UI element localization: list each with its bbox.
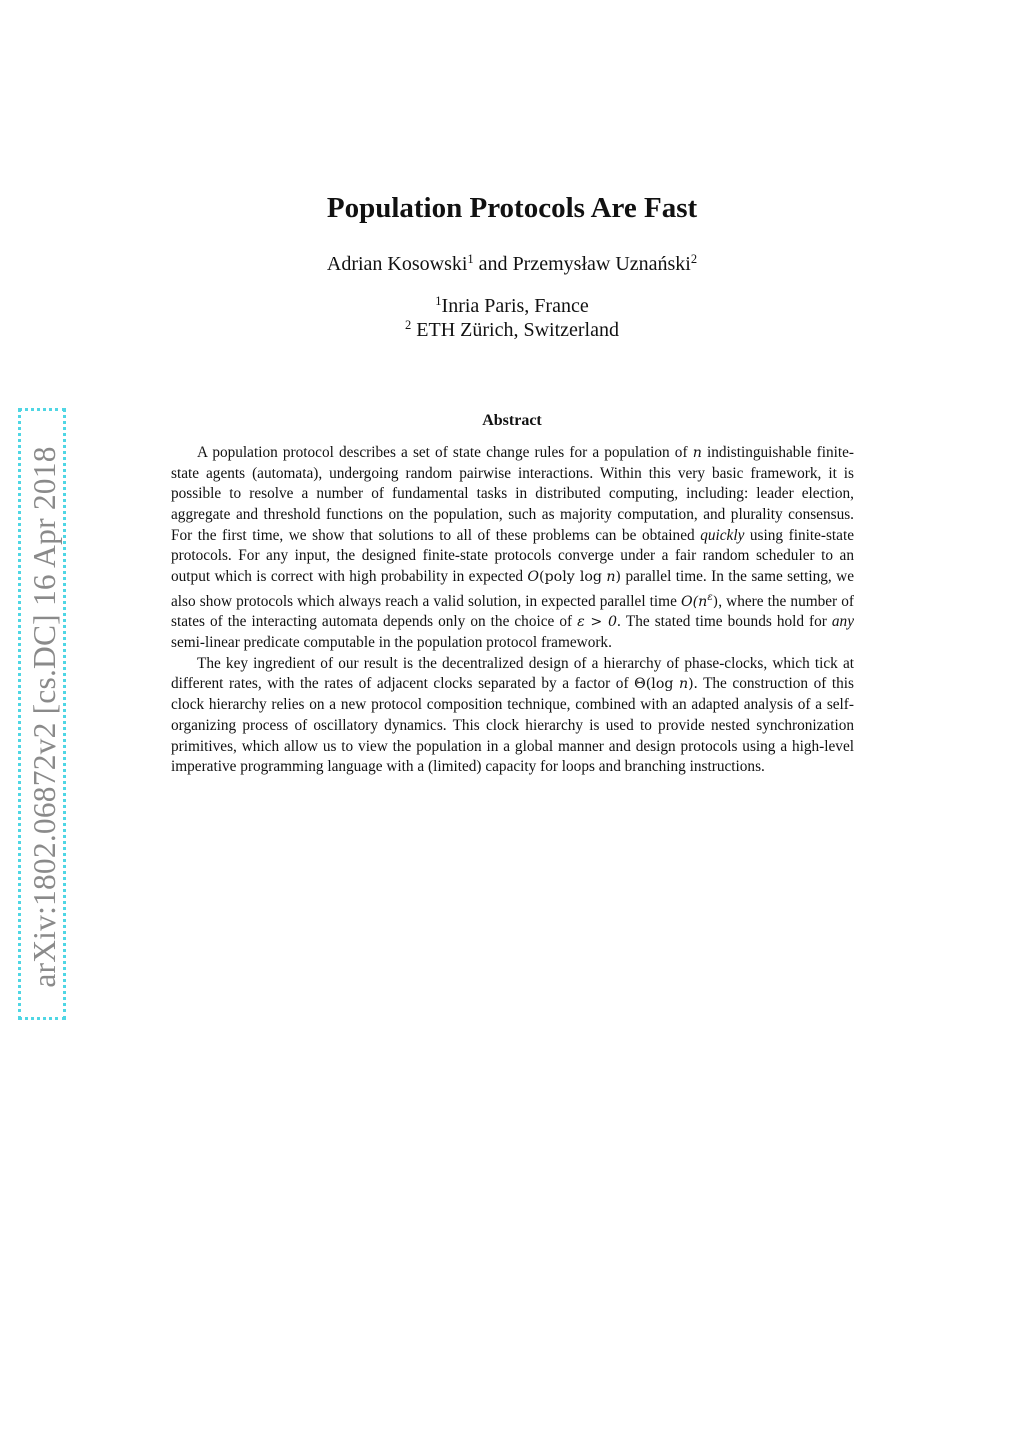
- emphasis-text: quickly: [700, 526, 745, 544]
- author-name: Przemysław Uznański: [512, 253, 691, 275]
- author-line: [0, 251, 1024, 279]
- math-paren: ): [615, 569, 622, 586]
- affiliation: [0, 294, 1024, 320]
- math-variable: n: [679, 676, 689, 693]
- math-variable: n: [606, 569, 616, 586]
- abstract-text: parallel time. In the same setting, we also show protocols which always reach a valid solution, in expected parallel time: [171, 568, 854, 610]
- affiliation-mark: 1: [435, 294, 442, 308]
- math-paren: ): [712, 593, 719, 610]
- arxiv-stamp: [18, 408, 66, 1020]
- paper-title: Population Protocols Are Fast: [326, 192, 698, 224]
- abstract-text: , where the number of states of the interacting automata depends only on the choice of: [171, 592, 854, 631]
- math-big-o: O: [527, 569, 540, 586]
- abstract-text: A population protocol describes a set of state change rules for a population of: [197, 444, 688, 461]
- abstract-text: The key ingredient of our result is the decentralized design of a hierarchy of phase-clocks, which tick at different rates, with the rates of adjacent clocks separated by a factor of: [171, 654, 854, 693]
- abstract-text: indistinguishable finite-state agents (automata), undergoing random pairwise interactions. Within this very basic framework, it is possible to resolve a number of fundamental tasks in distributed computing, including: leader election, aggregate and threshold functions on the population, such as majority computation, and plurality consensus. For the first time, we show that solutions to all of these problems can be obtained: [171, 444, 854, 544]
- math-epsilon-exponent: ε: [707, 591, 713, 603]
- arxiv-identifier: arXiv:1802.06872v2 [cs.DC] 16 Apr 2018: [27, 446, 62, 988]
- author-affiliation-mark: 2: [690, 252, 698, 266]
- author-affiliation-mark: 1: [467, 252, 474, 266]
- abstract-paragraph-1: [171, 443, 854, 654]
- math-n-power: (n: [692, 593, 708, 610]
- math-theta: Θ(log: [634, 676, 674, 693]
- emphasis-text: any: [831, 613, 854, 631]
- math-polylog: (poly log: [539, 569, 602, 586]
- math-big-o: O: [680, 593, 693, 610]
- abstract-body: [171, 443, 854, 778]
- math-paren: ): [688, 676, 694, 693]
- affiliation-text: ETH Zürich, Switzerland: [416, 319, 619, 341]
- abstract-paragraph-2: [171, 654, 854, 778]
- affiliation: [0, 318, 1024, 344]
- abstract-heading: Abstract: [482, 412, 542, 429]
- author-name: Adrian Kosowski: [326, 253, 468, 275]
- math-variable: n: [692, 445, 702, 461]
- math-epsilon-condition: ε > 0: [577, 614, 618, 631]
- abstract-text: . The stated time bounds hold for: [617, 613, 827, 631]
- abstract-text: . The construction of this clock hierarchy relies on a new protocol composition technique, combined with an adapted analysis of a self-organizing process of oscillatory dynamics. This clock hierarchy is used to provide nested synchronization primitives, which allow us to view the population in a global manner and design protocols using a high-level imperative programming language with a (limited) capacity for loops and branching instructions.: [171, 675, 854, 776]
- affiliation-text: Inria Paris, France: [441, 295, 589, 317]
- author-joiner: and: [478, 253, 508, 275]
- affiliation-mark: 2: [405, 318, 412, 332]
- abstract-text: semi-linear predicate computable in the population protocol framework.: [171, 634, 612, 652]
- abstract-text: using finite-state protocols. For any input, the designed finite-state protocols converge under a fair random scheduler to an output which is correct with high probability in expected: [171, 526, 855, 586]
